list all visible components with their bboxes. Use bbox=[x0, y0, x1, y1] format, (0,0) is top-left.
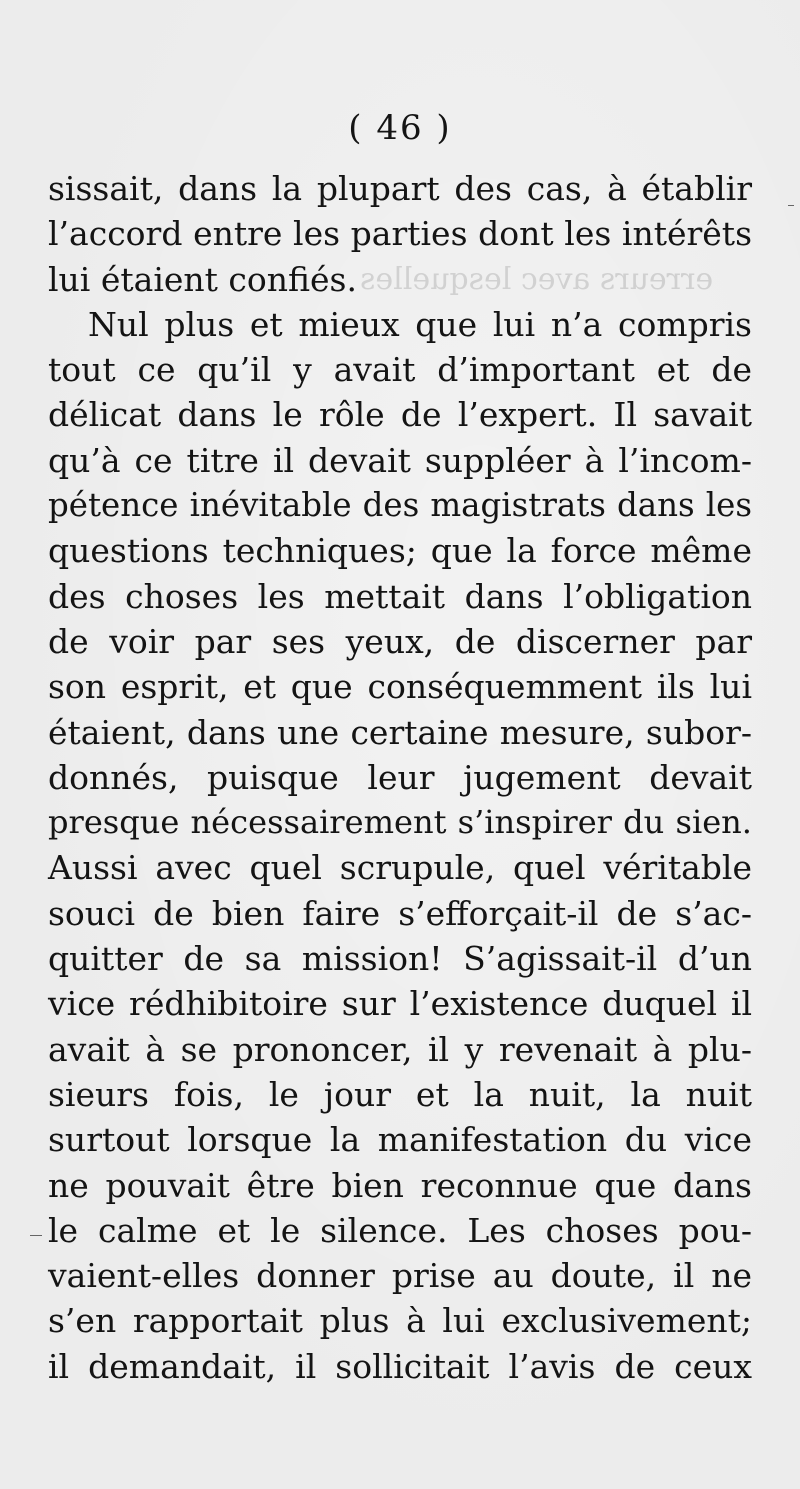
show-through-ghost: erreurs avec lesquelles bbox=[360, 262, 714, 297]
text-line: des choses les mettait dans l’obligation bbox=[48, 576, 752, 616]
text-line: délicat dans le rôle de l’expert. Il savait bbox=[48, 395, 752, 435]
text-line: surtout lorsque la manifestation du vice bbox=[48, 1120, 752, 1160]
text-line: lui étaient confiés. bbox=[48, 259, 357, 299]
text-line: vice rédhibitoire sur l’existence duquel il bbox=[48, 984, 752, 1024]
text-line: étaient, dans une certaine mesure, subor- bbox=[48, 712, 752, 752]
text-line: de voir par ses yeux, de discerner par bbox=[48, 621, 752, 661]
text-line: son esprit, et que conséquemment ils lui bbox=[48, 667, 752, 707]
text-line: sieurs fois, le jour et la nuit, la nuit bbox=[48, 1074, 752, 1114]
body-text bbox=[48, 166, 752, 1389]
text-line: sissait, dans la plupart des cas, à établir bbox=[48, 169, 752, 208]
edge-mark bbox=[30, 1235, 42, 1236]
text-line: ne pouvait être bien reconnue que dans bbox=[48, 1165, 752, 1205]
page-number: ( 46 ) bbox=[348, 108, 452, 148]
text-line: s’en rapportait plus à lui exclusivement; bbox=[48, 1301, 752, 1341]
text-line: qu’à ce titre il devait suppléer à l’incom- bbox=[48, 440, 752, 480]
text-line: presque nécessairement s’inspirer du sien. bbox=[48, 803, 752, 842]
text-line: questions techniques; que la force même bbox=[48, 531, 752, 571]
text-line: le calme et le silence. Les choses pou- bbox=[48, 1210, 752, 1250]
text-line: Aussi avec quel scrupule, quel véritable bbox=[48, 848, 752, 888]
text-line: tout ce qu’il y avait d’important et de bbox=[48, 350, 752, 390]
text-line: souci de bien faire s’efforçait-il de s’ac- bbox=[48, 893, 752, 933]
text-line: quitter de sa mission! S’agissait-il d’un bbox=[48, 939, 752, 979]
edge-mark bbox=[788, 205, 794, 206]
text-line: Nul plus et mieux que lui n’a compris bbox=[88, 304, 752, 344]
text-line: donnés, puisque leur jugement devait bbox=[48, 757, 752, 797]
text-line: vaient-elles donner prise au doute, il ne bbox=[48, 1256, 752, 1296]
text-line: il demandait, il sollicitait l’avis de ceux bbox=[48, 1346, 752, 1386]
text-line: pétence inévitable des magistrats dans les bbox=[48, 486, 752, 525]
text-line: avait à se prononcer, il y revenait à plu- bbox=[48, 1029, 752, 1069]
text-line: l’accord entre les parties dont les intérêts bbox=[48, 214, 752, 254]
